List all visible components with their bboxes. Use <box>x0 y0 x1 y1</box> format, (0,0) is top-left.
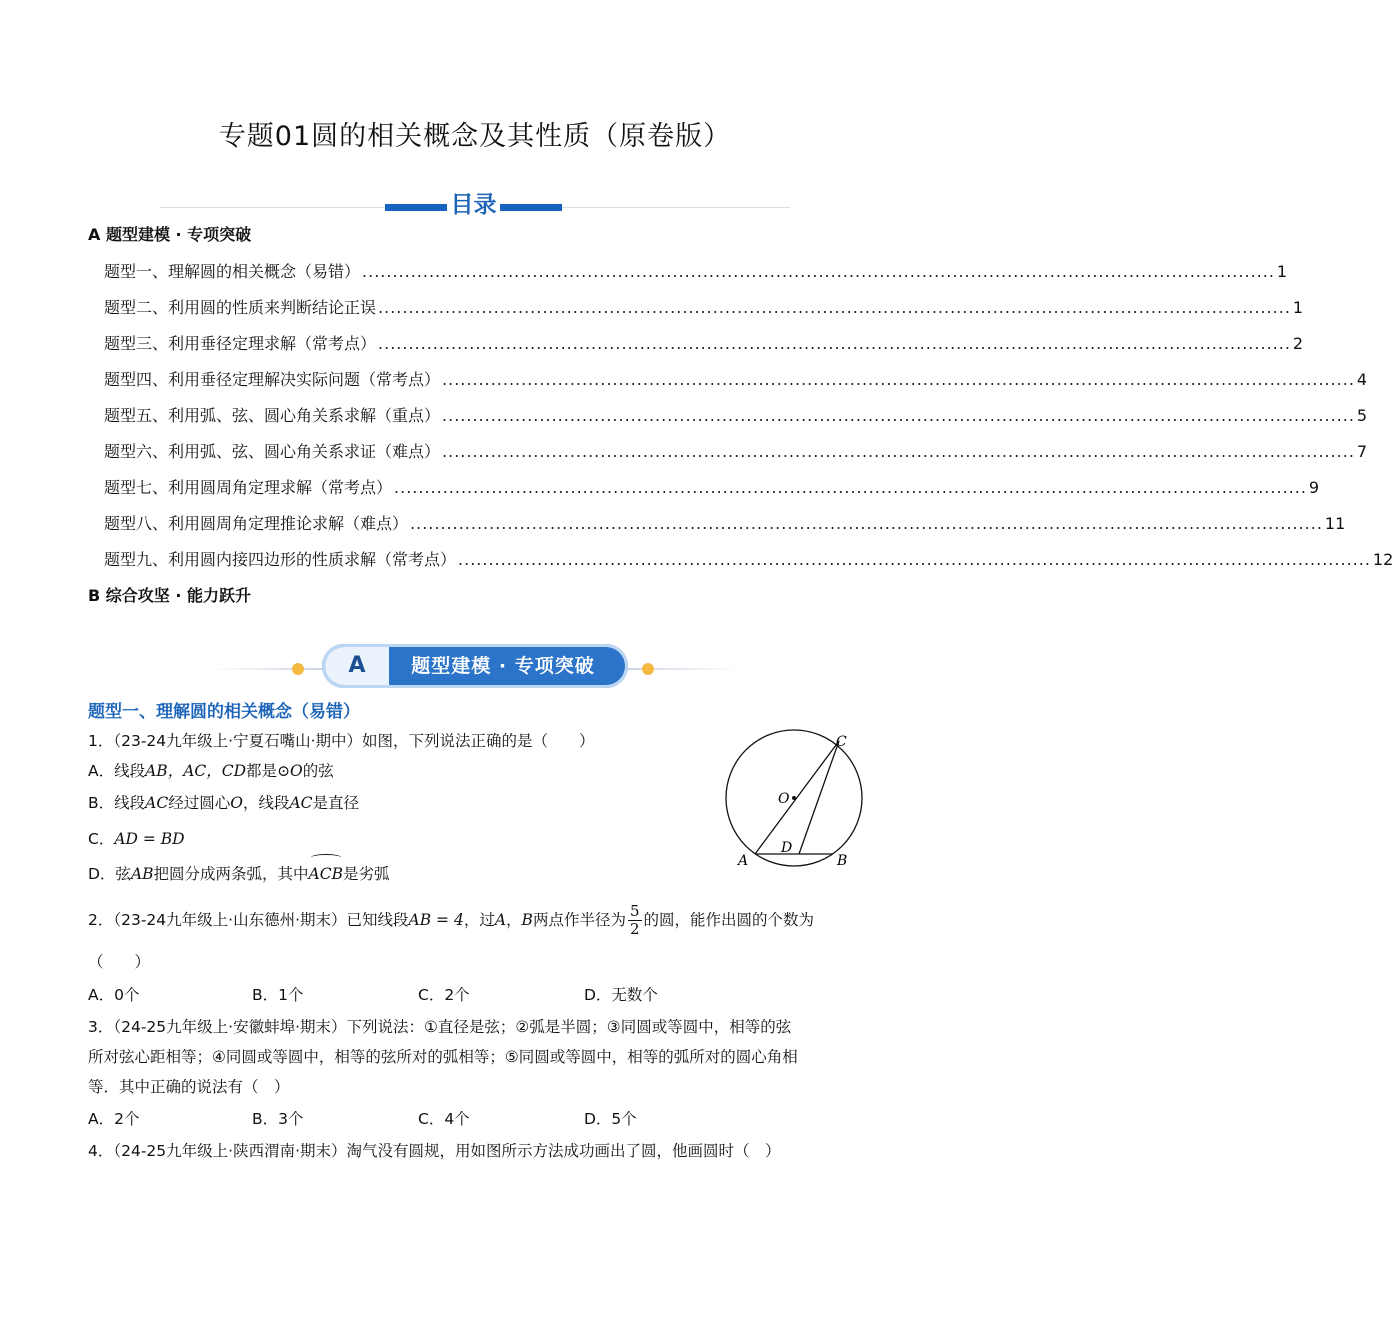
math: AC <box>145 794 169 812</box>
toc-item[interactable] <box>104 475 1320 498</box>
toc-item-page: 12 <box>1372 550 1393 569</box>
toc-item-label: 题型四、利用垂径定理解决实际问题（常考点） <box>104 370 441 389</box>
banner-line-left <box>210 668 328 670</box>
text: 是劣弧 <box>343 865 390 883</box>
toc-item-page: 1 <box>1276 262 1288 281</box>
math: AB，AC，CD <box>145 762 247 780</box>
toc-leader: ...................................................................................................................................................... <box>378 298 1291 317</box>
text: 2．（23-24九年级上·山东德州·期末）已知线段 <box>88 911 409 929</box>
math: ⊙O <box>277 762 303 780</box>
math: B <box>521 911 533 929</box>
toc-item-label: 题型六、利用弧、弦、圆心角关系求证（难点） <box>104 442 441 461</box>
banner-dot-left <box>292 663 304 675</box>
toc-bar-right <box>500 204 562 211</box>
page-title: 专题01圆的相关概念及其性质（原卷版） <box>218 121 732 152</box>
toc-section-b: B 综合攻坚 · 能力跃升 <box>88 586 251 605</box>
toc-item[interactable] <box>104 367 1368 390</box>
q2-option-a: A．0个 <box>88 986 140 1004</box>
toc-item-page: 1 <box>1292 298 1304 317</box>
text: 把圆分成两条弧，其中 <box>153 865 309 883</box>
toc-bar-left <box>385 204 447 211</box>
toc-item-label: 题型二、利用圆的性质来判断结论正误 <box>104 298 377 317</box>
q2-stem <box>88 903 878 938</box>
arc-cap <box>311 854 341 861</box>
toc-item-label: 题型九、利用圆内接四边形的性质求解（常考点） <box>104 550 457 569</box>
q3-option-d: D．5个 <box>584 1110 637 1128</box>
toc-section-a: A 题型建模 · 专项突破 <box>88 225 252 244</box>
label-o: O <box>778 791 790 807</box>
chord-ac <box>755 741 839 854</box>
banner-dot-right <box>642 663 654 675</box>
segment-cd <box>799 741 839 854</box>
toc-leader: ...................................................................................................................................................... <box>442 406 1355 425</box>
denominator: 2 <box>629 920 640 938</box>
toc-leader: ...................................................................................................................................................... <box>378 334 1291 353</box>
text: A．线段 <box>88 762 146 780</box>
text: 的弦 <box>302 762 334 780</box>
q3-stem-line-2: 所对弦心距相等；④同圆或等圆中，相等的弦所对的弧相等；⑤同圆或等圆中，相等的弧所对的圆心角相 <box>88 1048 798 1066</box>
toc-item-page: 2 <box>1292 334 1304 353</box>
q2-paren: （ ） <box>88 953 151 971</box>
text: C． <box>88 830 115 848</box>
toc-item[interactable] <box>104 439 1368 462</box>
text: 两点作半径为 <box>532 911 626 929</box>
math: AC <box>289 794 313 812</box>
toc-item[interactable] <box>104 547 1393 570</box>
fraction <box>628 903 642 938</box>
label-c: C <box>836 734 847 750</box>
toc-heading: 目录 <box>447 186 500 219</box>
toc-leader: ...................................................................................................................................................... <box>362 262 1275 281</box>
toc-item[interactable] <box>104 511 1346 534</box>
math: O <box>230 794 243 812</box>
center-point <box>792 796 796 800</box>
circle-figure <box>718 728 870 874</box>
toc-leader: ...................................................................................................................................................... <box>410 514 1323 533</box>
banner-line-right <box>622 668 740 670</box>
q2-option-d: D．无数个 <box>584 986 658 1004</box>
section-banner <box>322 644 628 688</box>
arc-notation <box>309 863 343 885</box>
text: 的圆，能作出圆的个数为 <box>643 911 815 929</box>
q3-option-a: A．2个 <box>88 1110 140 1128</box>
text: 都是 <box>246 762 278 780</box>
numerator: 5 <box>629 902 640 920</box>
toc-leader: ...................................................................................................................................................... <box>442 442 1355 461</box>
q2-option-b: B．1个 <box>252 986 304 1004</box>
text: 经过圆心 <box>168 794 231 812</box>
toc-item-label: 题型五、利用弧、弦、圆心角关系求解（重点） <box>104 406 441 425</box>
toc-item-page: 5 <box>1356 406 1368 425</box>
math: AD = BD <box>114 830 185 848</box>
toc-item-page: 11 <box>1324 514 1346 533</box>
q3-stem-line-3: 等．其中正确的说法有（ ） <box>88 1078 290 1096</box>
toc-leader: ...................................................................................................................................................... <box>458 550 1371 569</box>
toc-item[interactable] <box>104 403 1368 426</box>
toc-leader: ...................................................................................................................................................... <box>394 478 1307 497</box>
label-a: A <box>738 853 749 869</box>
q3-option-b: B．3个 <box>252 1110 304 1128</box>
math: A <box>494 911 507 929</box>
toc-item[interactable] <box>104 259 1288 282</box>
toc-item-label: 题型八、利用圆周角定理推论求解（难点） <box>104 514 409 533</box>
toc-item[interactable] <box>104 295 1304 318</box>
toc-item-label: 题型一、理解圆的相关概念（易错） <box>104 262 361 281</box>
toc-item-page: 9 <box>1308 478 1320 497</box>
toc-item-label: 题型七、利用圆周角定理求解（常考点） <box>104 478 393 497</box>
q3-option-c: C．4个 <box>418 1110 470 1128</box>
question-type-heading: 题型一、理解圆的相关概念（易错） <box>88 702 360 722</box>
toc-item-label: 题型三、利用垂径定理求解（常考点） <box>104 334 377 353</box>
toc-item-page: 4 <box>1356 370 1368 389</box>
q2-option-c: C．2个 <box>418 986 470 1004</box>
q1-stem: 1．（23-24九年级上·宁夏石嘴山·期中）如图，下列说法正确的是（ ） <box>88 732 595 750</box>
text: ，过 <box>463 911 495 929</box>
banner-text: 题型建模 · 专项突破 <box>411 655 595 677</box>
toc-leader: ...................................................................................................................................................... <box>442 370 1355 389</box>
banner-letter: A <box>325 647 389 685</box>
math: ACB <box>308 865 343 883</box>
toc-item[interactable] <box>104 331 1304 354</box>
math: AB = 4 <box>408 911 464 929</box>
q3-stem-line-1: 3．（24-25九年级上·安徽蚌埠·期末）下列说法：①直径是弦；②弧是半圆；③同圆或等圆中，相等的弦 <box>88 1018 792 1036</box>
text: B．线段 <box>88 794 146 812</box>
toc-item-page: 7 <box>1356 442 1368 461</box>
text: ，线段 <box>242 794 290 812</box>
math: AB <box>130 865 154 883</box>
text: 是直径 <box>312 794 360 812</box>
text: D．弦 <box>88 865 131 883</box>
label-d: D <box>781 840 793 856</box>
q4-stem: 4．（24-25九年级上·陕西渭南·期末）淘气没有圆规，用如图所示方法成功画出了圆，他画圆时（ ） <box>88 1142 781 1160</box>
text: ， <box>506 911 522 929</box>
label-b: B <box>837 853 848 869</box>
